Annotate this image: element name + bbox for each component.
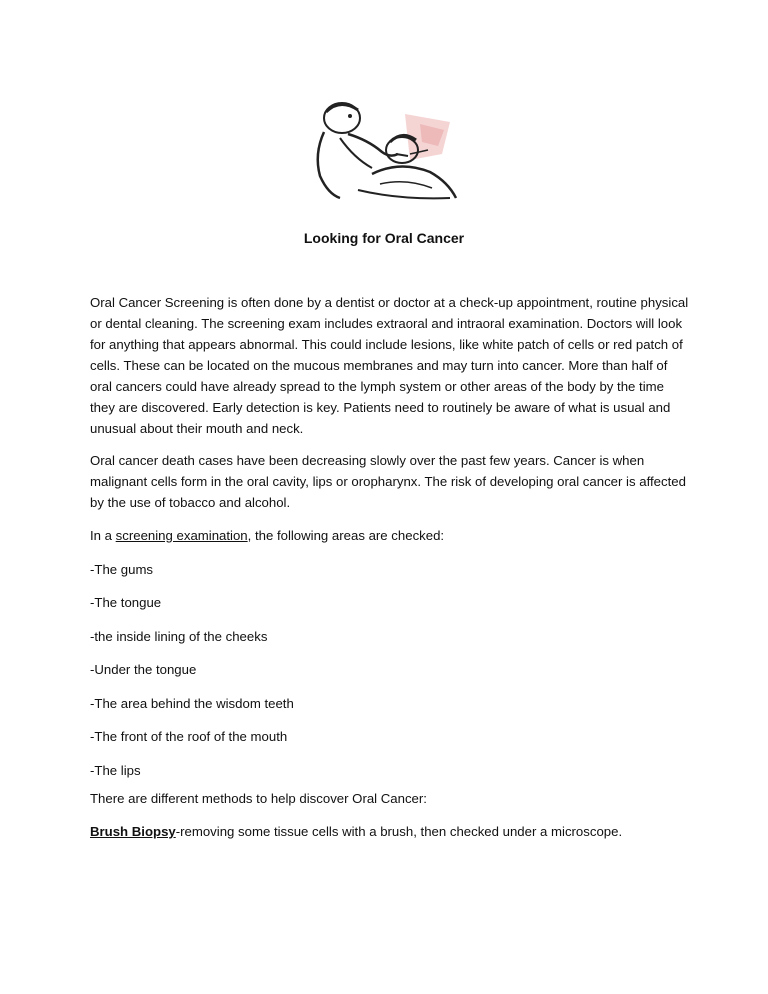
area-list-item: -Under the tongue — [90, 662, 197, 677]
area-list-item: -The tongue — [90, 595, 162, 610]
brush-biopsy-description: -removing some tissue cells with a brush, then checked under a microscope. — [175, 824, 623, 839]
areas-intro — [90, 525, 690, 559]
area-list-item: -The area behind the wisdom teeth — [90, 695, 294, 711]
area-list-item: -The gums — [90, 561, 154, 577]
brush-biopsy-term: Brush Biopsy — [90, 824, 176, 839]
document-title: Looking for Oral Cancer — [303, 230, 465, 246]
dentist-clipart-icon — [310, 94, 460, 206]
paragraph-death-cases: Oral cancer death cases have been decreasing slowly over the past few years. Cancer is when malignant cells form in the oral cavity, lips or oropharynx. The risk of developing oral cancer is affected by the use of tobacco and alcohol. — [90, 453, 686, 510]
paragraph-screening-overview: Oral Cancer Screening is often done by a dentist or doctor at a check-up appointment, routine physical or dental cleaning. The screening exam includes extraoral and intraoral examination. Doctors will look for anything that appears abnormal. This could include lesions, like white patch of cells or red patch of cells. These can be located on the mucous membranes and may turn into cancer. More than half of oral cancers could have already spread to the lymph system or other areas of the body by the time they are discovered. Early detection is key. Patients need to routinely be aware of what is usual and unusual about their mouth and neck. — [90, 295, 689, 436]
method-brush-biopsy — [90, 821, 690, 842]
areas-intro-prefix: In a — [90, 528, 116, 543]
area-list-item: -The front of the roof of the mouth — [90, 729, 288, 744]
area-list-item: -the inside lining of the cheeks — [90, 628, 268, 644]
document-body — [90, 292, 690, 842]
area-list-item: -The lips — [90, 762, 141, 778]
screening-examination-link[interactable]: screening examination — [115, 528, 248, 543]
methods-intro: There are different methods to help discover Oral Cancer: — [90, 790, 427, 806]
areas-intro-suffix: , the following areas are checked: — [247, 528, 445, 543]
